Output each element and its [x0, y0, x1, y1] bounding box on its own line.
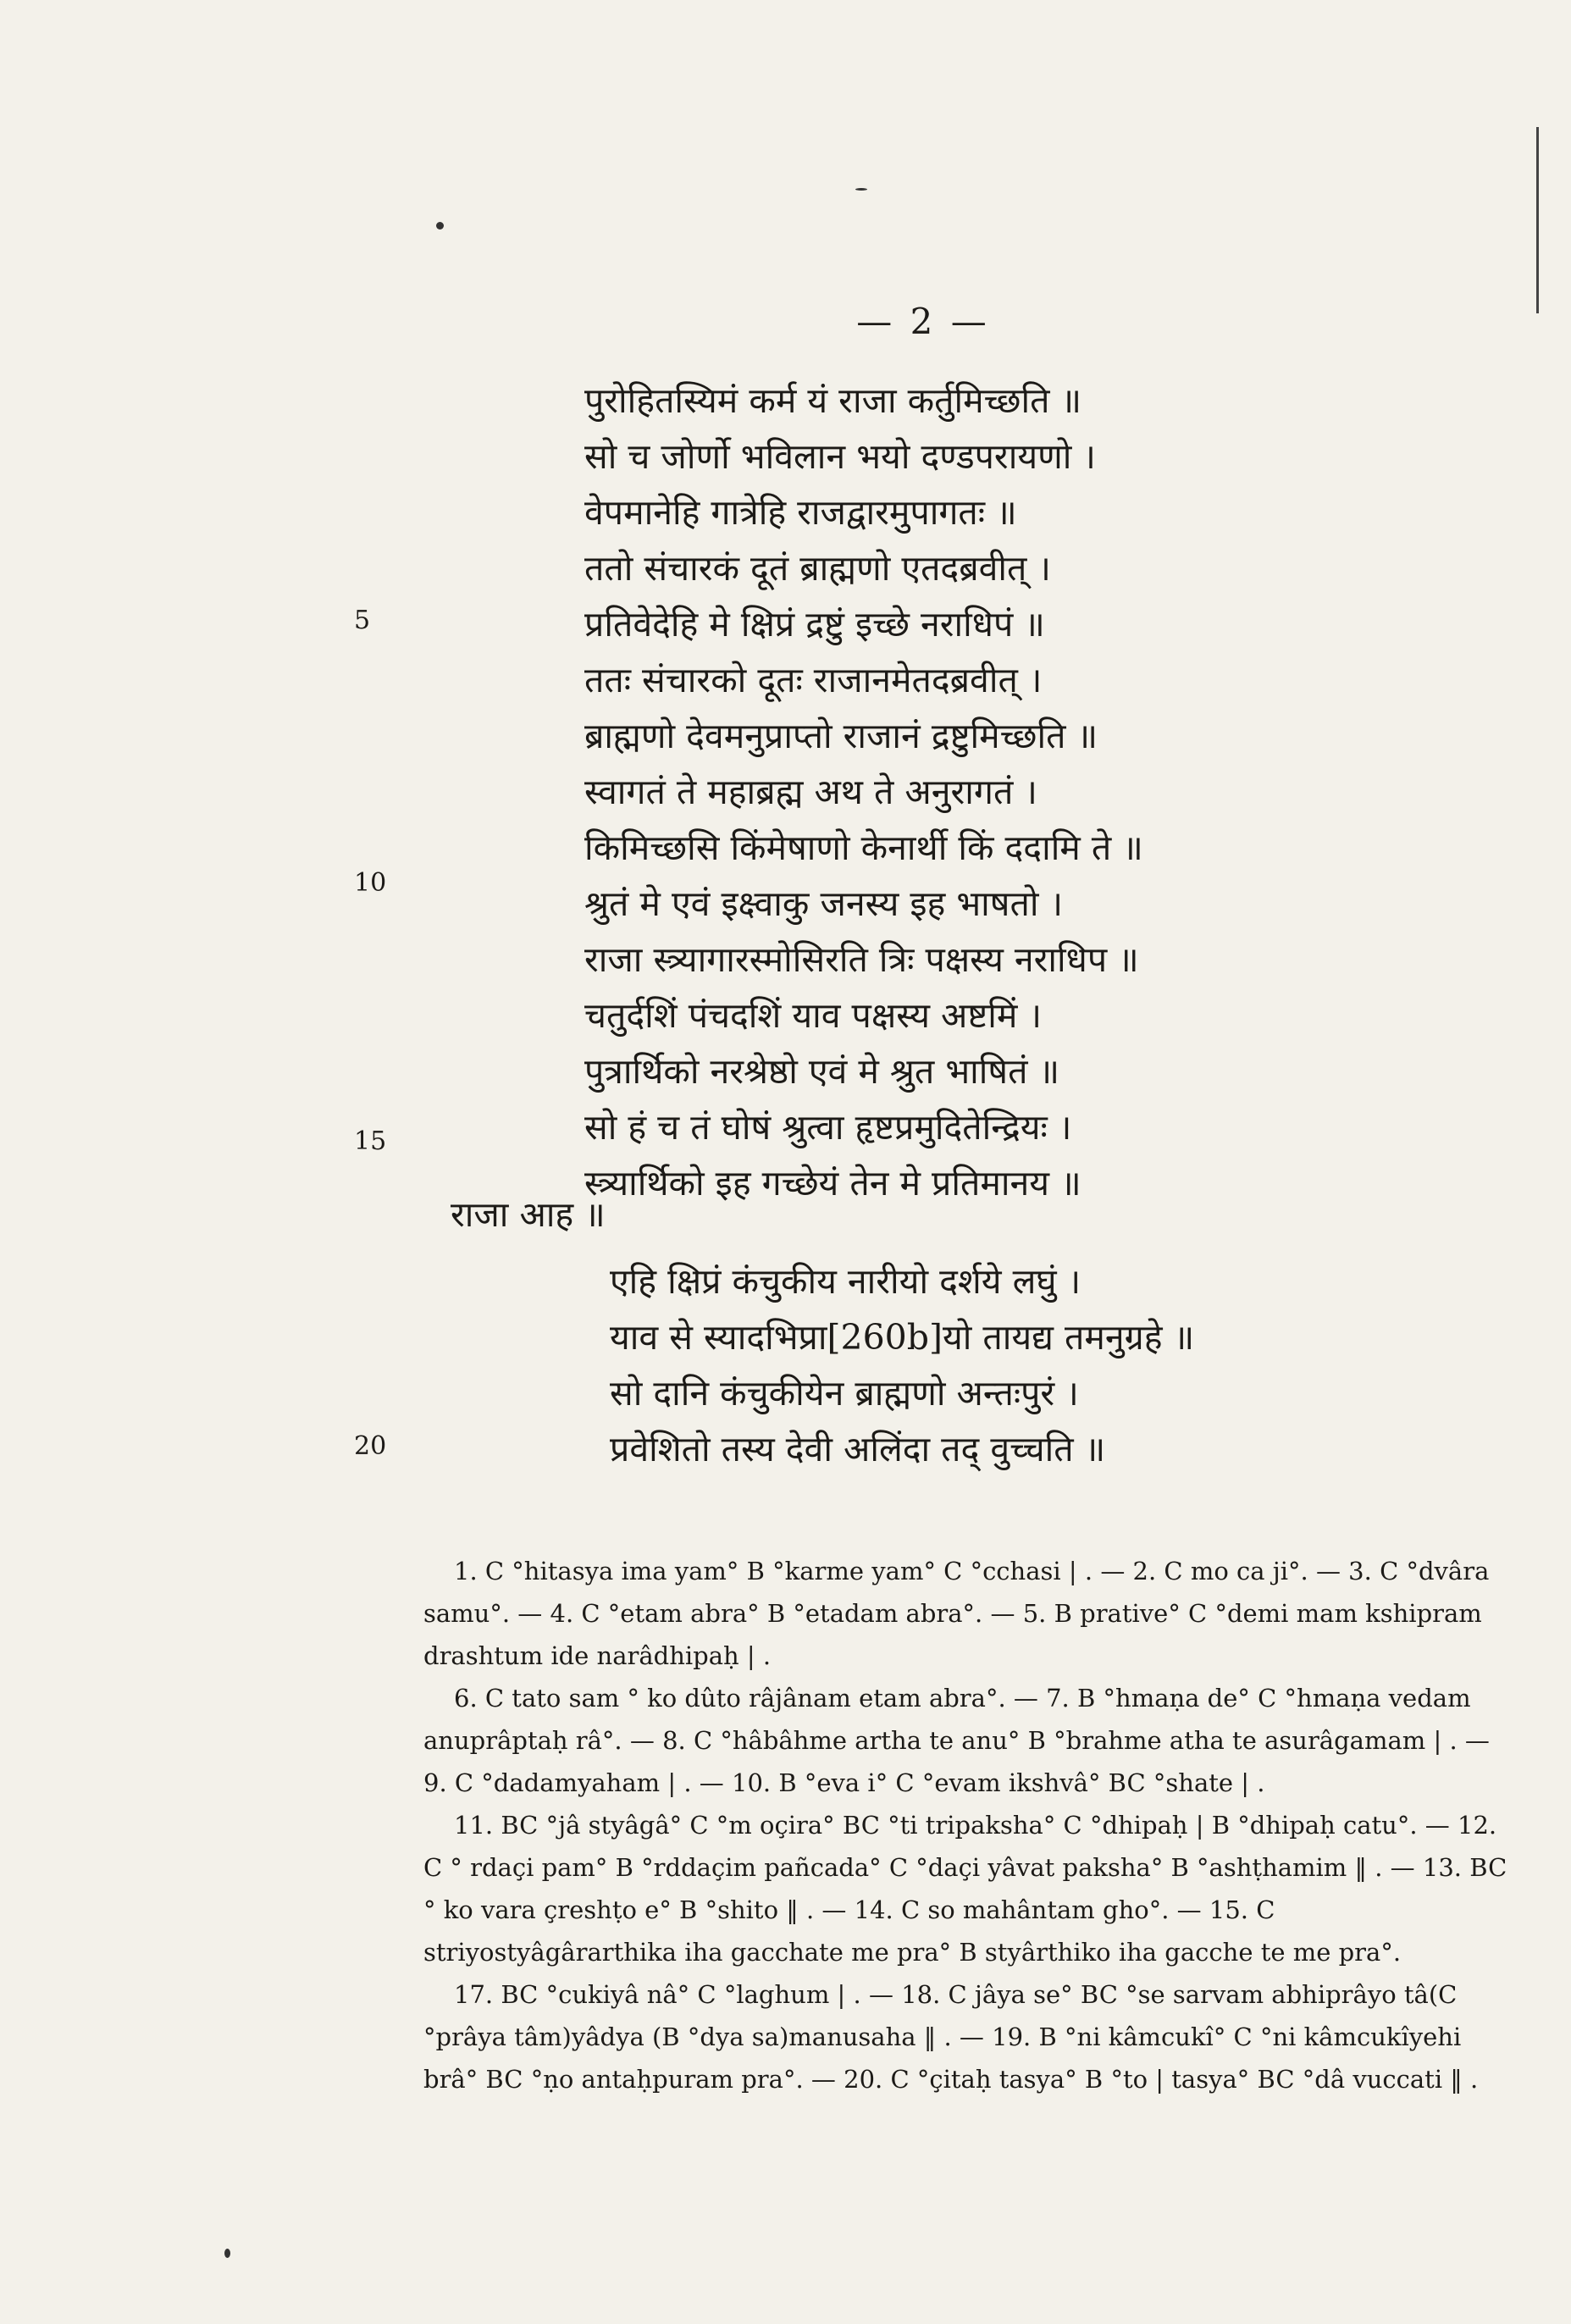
verse-line: राजा स्त्र्यागारस्मोसिरति त्रिः पक्षस्य नराधिप ॥: [584, 939, 1139, 980]
verse-line: प्रतिवेदेहि मे क्षिप्रं द्रष्टुं इच्छे नराधिपं ॥: [584, 604, 1045, 645]
verse-line: पुत्रार्थिको नरश्रेष्ठो एवं मे श्रुत भाषितं ॥: [584, 1051, 1060, 1092]
line-number-10: 10: [354, 868, 387, 898]
verse-line: ब्राह्मणो देवमनुप्राप्तो राजानं द्रष्टुमिच्छति ॥: [584, 716, 1098, 756]
line-number-5: 5: [354, 606, 371, 635]
page-number: — 2 —: [856, 301, 990, 342]
verse-line: स्वागतं ते महाब्रह्म अथ ते अनुरागतं ।: [584, 772, 1037, 812]
verse-line: याव से स्यादभिप्रा[260b]यो तायद्य तमनुग्रहे ॥: [610, 1317, 1195, 1358]
footnote-paragraph: 1. C °hitasya ima yam° B °karme yam° C °cchasi | . — 2. C mo ca ji°. — 3. C °dvâra samu°. — 4. C °etam abra° B °etadam abra°. — 5. B prative° C °demi mam kshipram drashtum ide narâdhipaḥ | .: [423, 1557, 1490, 1670]
verse-line: पुरोहितस्यिमं कर्म यं राजा कर्तुमिच्छति ॥: [584, 380, 1082, 421]
verse-block-second: [610, 1253, 1372, 1477]
verse-line: ततो संचारकं दूतं ब्राह्मणो एतदब्रवीत् ।: [584, 548, 1051, 589]
verse-line: सो च जोर्णो भविलान भयो दण्डपरायणो ।: [584, 436, 1096, 477]
verse-line: श्रुतं मे एवं इक्ष्वाकु जनस्य इह भाषतो ।: [584, 883, 1064, 924]
verse-line: किमिच्छसि किंमेषाणो केनार्थी किं ददामि ते ॥: [584, 827, 1143, 868]
verse-line: चतुर्दशिं पंचदशिं याव पक्षस्य अष्टमिं ।: [584, 995, 1042, 1036]
verse-line: वेपमानेहि गात्रेहि राजद्वारमुपागतः ॥: [584, 492, 1017, 533]
footnotes: [423, 1550, 1507, 2100]
ink-speck: [224, 2249, 230, 2258]
verse-line: एहि क्षिप्रं कंचुकीय नारीयो दर्शये लघुं ।: [610, 1261, 1081, 1302]
ink-speck: [855, 188, 867, 191]
speaker-heading: राजा आह ॥: [451, 1194, 606, 1235]
verse-line: सो दानि कंचुकीयेन ब्राह्मणो अन्तःपुरं ।: [610, 1373, 1079, 1414]
footnote-paragraph: 6. C tato sam ° ko dûto râjânam etam abra°. — 7. B °hmaṇa de° C °hmaṇa vedam anuprâptaḥ râ°. — 8. C °hâbâhme artha te anu° B °brahme atha te asurâgamam | . — 9. C °dadamyaham | . — 10. B °eva i° C °evam ikshvâ° BC °shate | .: [423, 1684, 1490, 1797]
page-edge-shadow: [1536, 127, 1539, 313]
footnote-paragraph: 17. BC °cukiyâ nâ° C °laghum | . — 18. C jâya se° BC °se sarvam abhiprâyo tâ(C °prâya tâm)yâdya (B °dya sa)manusaha ‖ . — 19. B °ni kâmcukî° C °ni kâmcukîyehi brâ° BC °ṇo antaḥpuram pra°. — 20. C °çitaḥ tasya° B °to | tasya° BC °dâ vuccati ‖ .: [423, 1980, 1479, 2094]
verse-line: प्रवेशितो तस्य देवी अलिंदा तद् वुच्चति ॥: [610, 1429, 1106, 1469]
verse-line: सो हं च तं घोषं श्रुत्वा हृष्टप्रमुदितेन्द्रियः ।: [584, 1107, 1072, 1148]
footnote-paragraph: 11. BC °jâ styâgâ° C °m oçira° BC °ti tripaksha° C °dhipaḥ | B °dhipaḥ catu°. — 12. C ° rdaçi pam° B °rddaçim pañcada° C °daçi yâvat paksha° B °ashṭhamim ‖ . — 13. BC ° ko vara çreshṭo e° B °shito ‖ . — 14. C so mahântam gho°. — 15. C striyostyâgârarthika iha gacchate me pra° B styârthiko iha gacche te me pra°.: [423, 1811, 1507, 1967]
line-number-15: 15: [354, 1126, 387, 1156]
line-number-20: 20: [354, 1431, 387, 1461]
verse-line: ततः संचारको दूतः राजानमेतदब्रवीत् ।: [584, 660, 1043, 700]
ink-speck: [436, 222, 444, 230]
verse-block-main: [584, 373, 1347, 1211]
verse-line: स्त्र्यार्थिको इह गच्छेयं तेन मे प्रतिमानय ॥: [584, 1163, 1081, 1204]
